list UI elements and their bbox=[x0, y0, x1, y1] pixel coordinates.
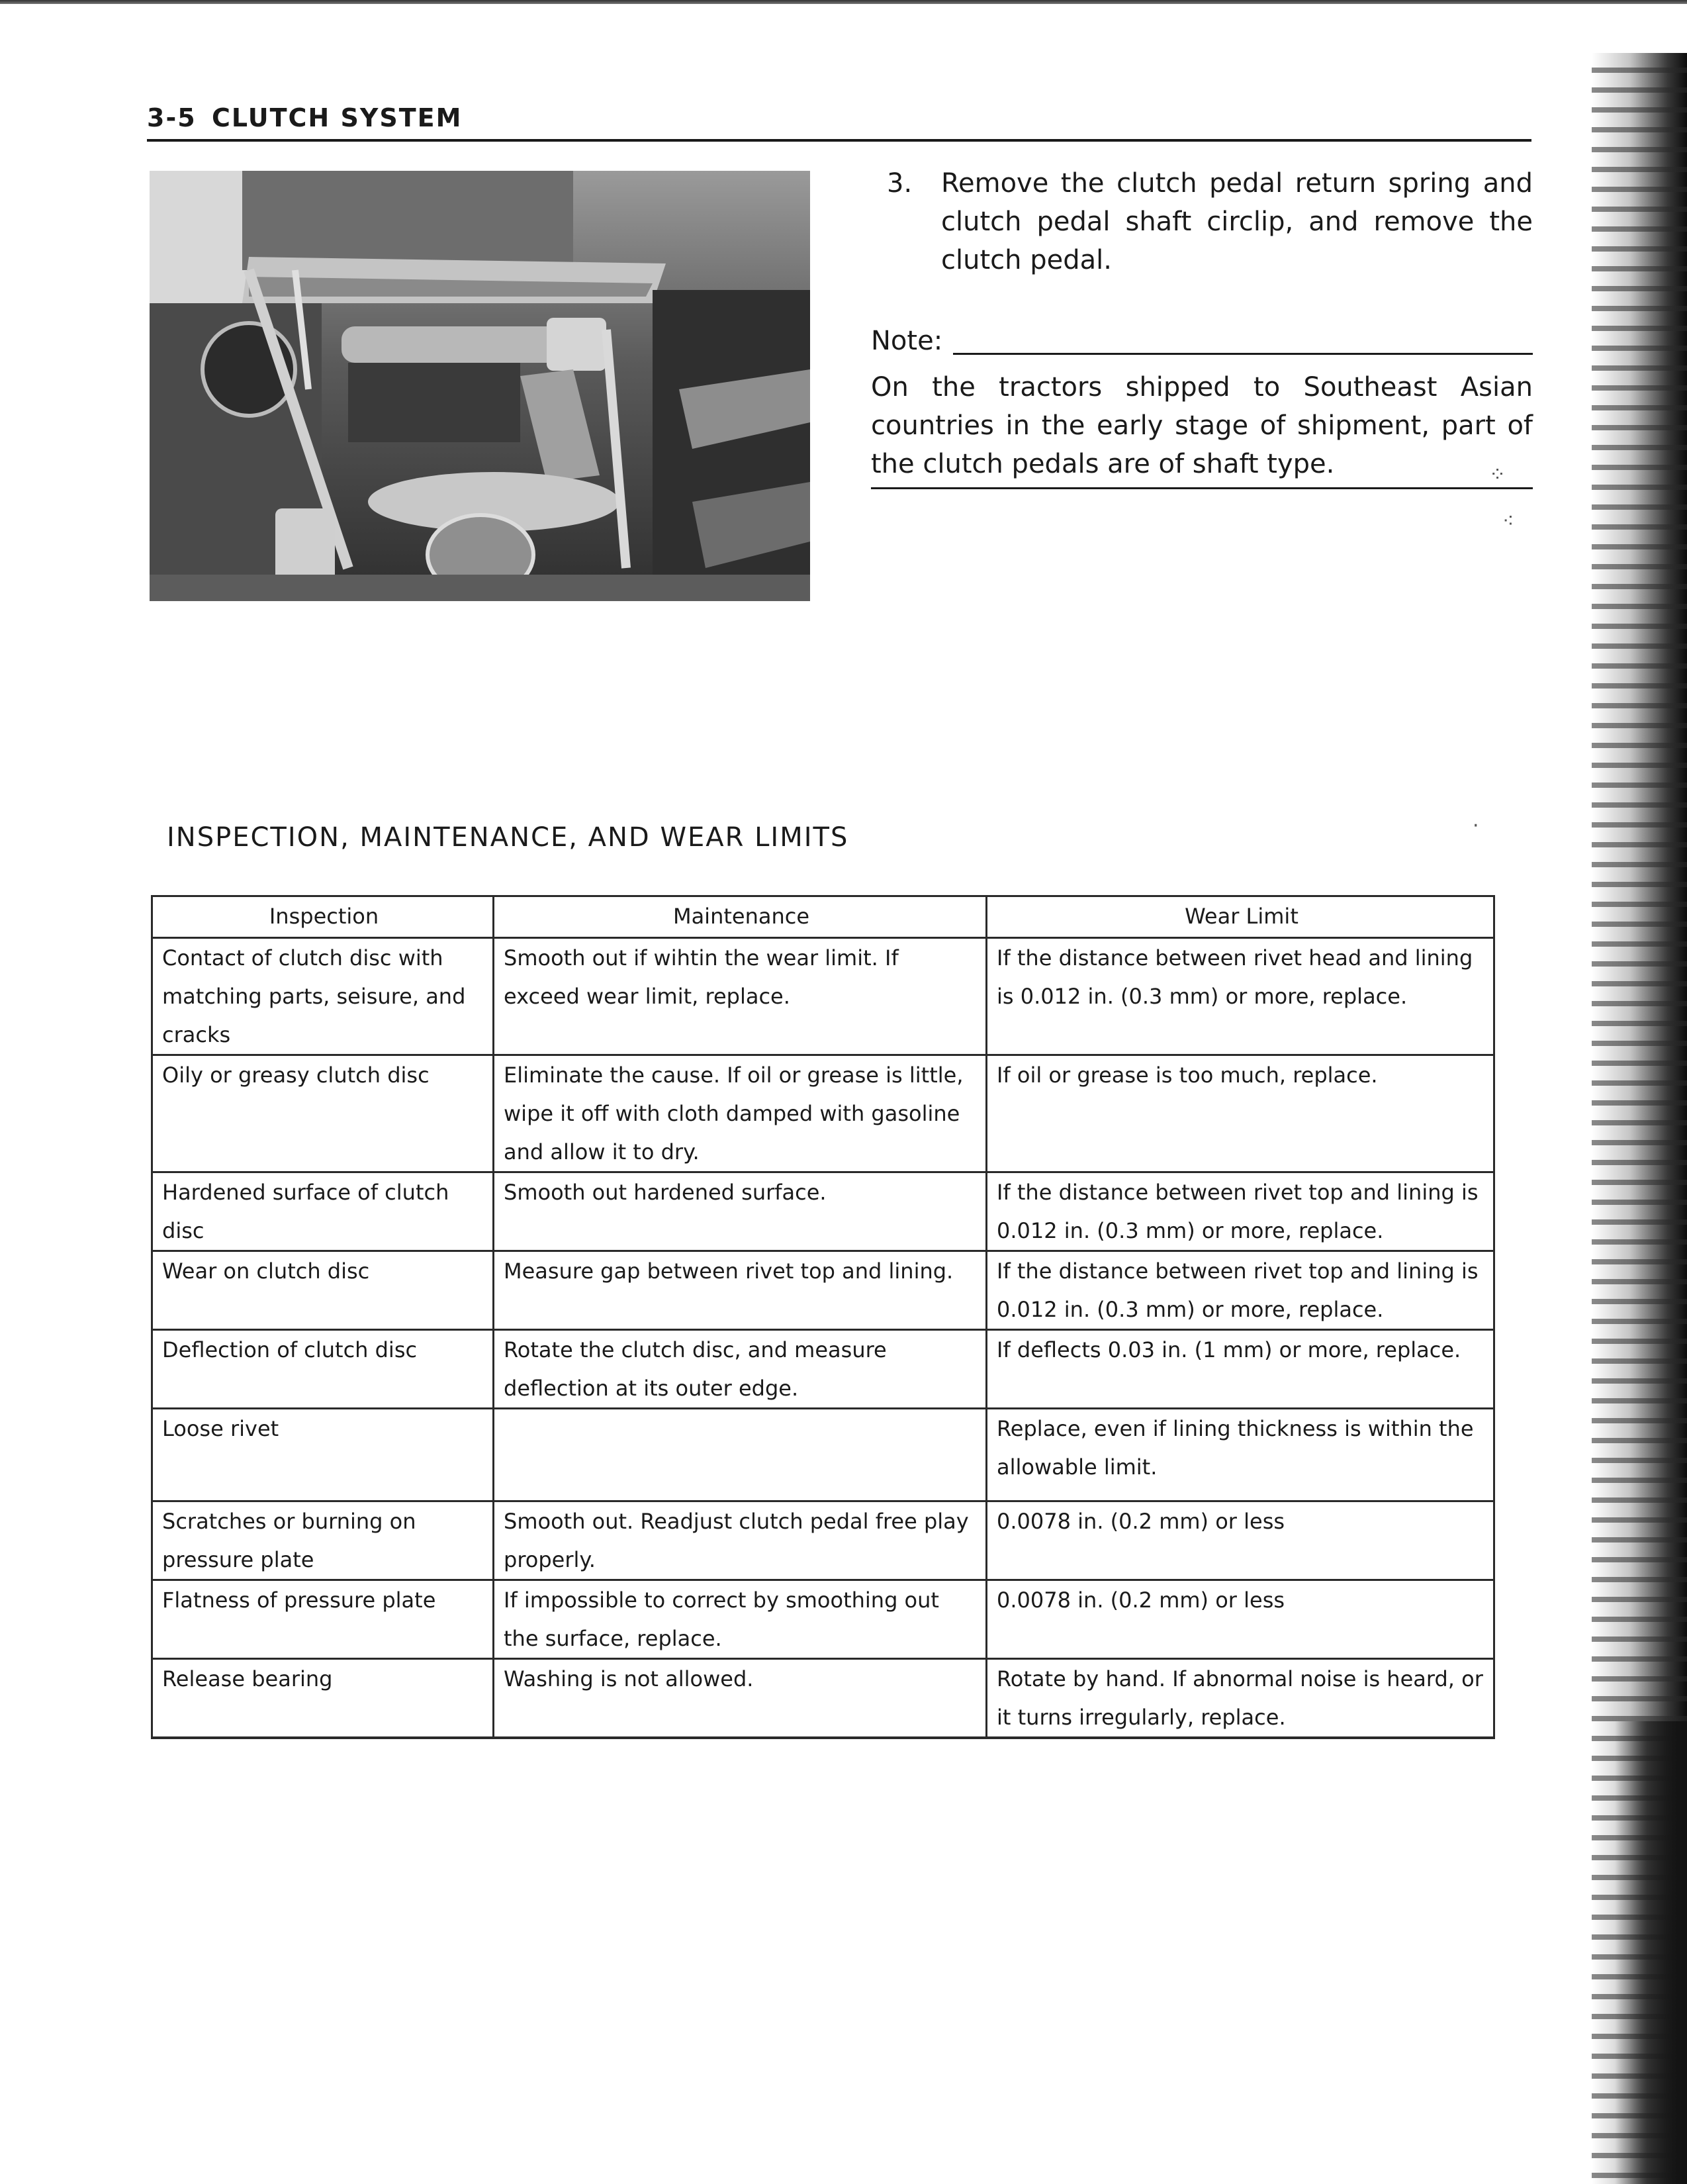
cell-wear-limit: If the distance between rivet head and lining is 0.012 in. (0.3 mm) or more, replace. bbox=[987, 938, 1494, 1055]
cell-inspection: Loose rivet bbox=[152, 1409, 494, 1501]
scan-binding-shadow bbox=[1615, 1721, 1687, 2184]
cell-inspection: Oily or greasy clutch disc bbox=[152, 1055, 494, 1172]
cell-wear-limit: If deflects 0.03 in. (1 mm) or more, replace. bbox=[987, 1330, 1494, 1409]
note-top-rule bbox=[953, 353, 1533, 355]
top-edge-rule bbox=[0, 0, 1687, 4]
cell-wear-limit: If oil or grease is too much, replace. bbox=[987, 1055, 1494, 1172]
cell-inspection: Scratches or burning on pressure plate bbox=[152, 1501, 494, 1580]
cell-inspection: Contact of clutch disc with matching parts, seisure, and cracks bbox=[152, 938, 494, 1055]
cell-wear-limit: If the distance between rivet top and lining is 0.012 in. (0.3 mm) or more, replace. bbox=[987, 1251, 1494, 1330]
table-row bbox=[152, 1172, 1494, 1251]
cell-maintenance: Smooth out if wihtin the wear limit. If exceed wear limit, replace. bbox=[494, 938, 987, 1055]
cell-maintenance: Smooth out. Readjust clutch pedal free play properly. bbox=[494, 1501, 987, 1580]
section-title: CLUTCH SYSTEM bbox=[212, 103, 463, 132]
table-header-row bbox=[152, 896, 1494, 938]
table-row bbox=[152, 1251, 1494, 1330]
cell-maintenance: Washing is not allowed. bbox=[494, 1659, 987, 1738]
step-text: Remove the clutch pedal return spring and clutch pedal shaft circlip, and remove the clutch pedal. bbox=[941, 168, 1533, 275]
cell-maintenance: Smooth out hardened surface. bbox=[494, 1172, 987, 1251]
page-header bbox=[147, 99, 1531, 142]
cell-wear-limit: If the distance between rivet top and lining is 0.012 in. (0.3 mm) or more, replace. bbox=[987, 1172, 1494, 1251]
table-row bbox=[152, 1409, 1494, 1501]
column-header-maintenance: Maintenance bbox=[494, 896, 987, 938]
column-header-inspection: Inspection bbox=[152, 896, 494, 938]
cell-inspection: Hardened surface of clutch disc bbox=[152, 1172, 494, 1251]
cell-maintenance bbox=[494, 1409, 987, 1501]
cell-maintenance: Measure gap between rivet top and lining. bbox=[494, 1251, 987, 1330]
cell-maintenance: If impossible to correct by smoothing out the surface, replace. bbox=[494, 1580, 987, 1659]
table-row bbox=[152, 1330, 1494, 1409]
cell-inspection: Release bearing bbox=[152, 1659, 494, 1738]
scan-speckle: ⁖ bbox=[1502, 510, 1514, 533]
step-number: 3. bbox=[887, 168, 913, 199]
section-number: 3-5 bbox=[147, 103, 197, 132]
cell-wear-limit: 0.0078 in. (0.2 mm) or less bbox=[987, 1501, 1494, 1580]
column-header-wear-limit: Wear Limit bbox=[987, 896, 1494, 938]
scan-speckle: ⁘ bbox=[1489, 463, 1506, 487]
cell-wear-limit: Rotate by hand. If abnormal noise is heard, or it turns irregularly, replace. bbox=[987, 1659, 1494, 1738]
cell-wear-limit: Replace, even if lining thickness is within the allowable limit. bbox=[987, 1409, 1494, 1501]
cell-inspection: Wear on clutch disc bbox=[152, 1251, 494, 1330]
note-text: On the tractors shipped to Southeast Asian countries in the early stage of shipment, part of the clutch pedals are of shaft type. bbox=[871, 372, 1533, 479]
note-label: Note: bbox=[871, 326, 943, 356]
note-bottom-rule bbox=[871, 487, 1533, 489]
scan-speckle: · bbox=[1473, 814, 1479, 837]
table-row bbox=[152, 1659, 1494, 1738]
cell-maintenance: Eliminate the cause. If oil or grease is little, wipe it off with cloth damped with gasoline and allow it to dry. bbox=[494, 1055, 987, 1172]
clutch-pedal-photo bbox=[150, 171, 810, 601]
cell-wear-limit: 0.0078 in. (0.2 mm) or less bbox=[987, 1580, 1494, 1659]
table-row bbox=[152, 938, 1494, 1055]
cell-maintenance: Rotate the clutch disc, and measure deflection at its outer edge. bbox=[494, 1330, 987, 1409]
table-row bbox=[152, 1501, 1494, 1580]
step-3 bbox=[887, 164, 1533, 279]
cell-inspection: Flatness of pressure plate bbox=[152, 1580, 494, 1659]
table-row bbox=[152, 1580, 1494, 1659]
inspection-section-title: INSPECTION, MAINTENANCE, AND WEAR LIMITS bbox=[167, 822, 849, 853]
table-row bbox=[152, 1055, 1494, 1172]
cell-inspection: Deflection of clutch disc bbox=[152, 1330, 494, 1409]
wear-limits-table bbox=[151, 895, 1495, 1739]
